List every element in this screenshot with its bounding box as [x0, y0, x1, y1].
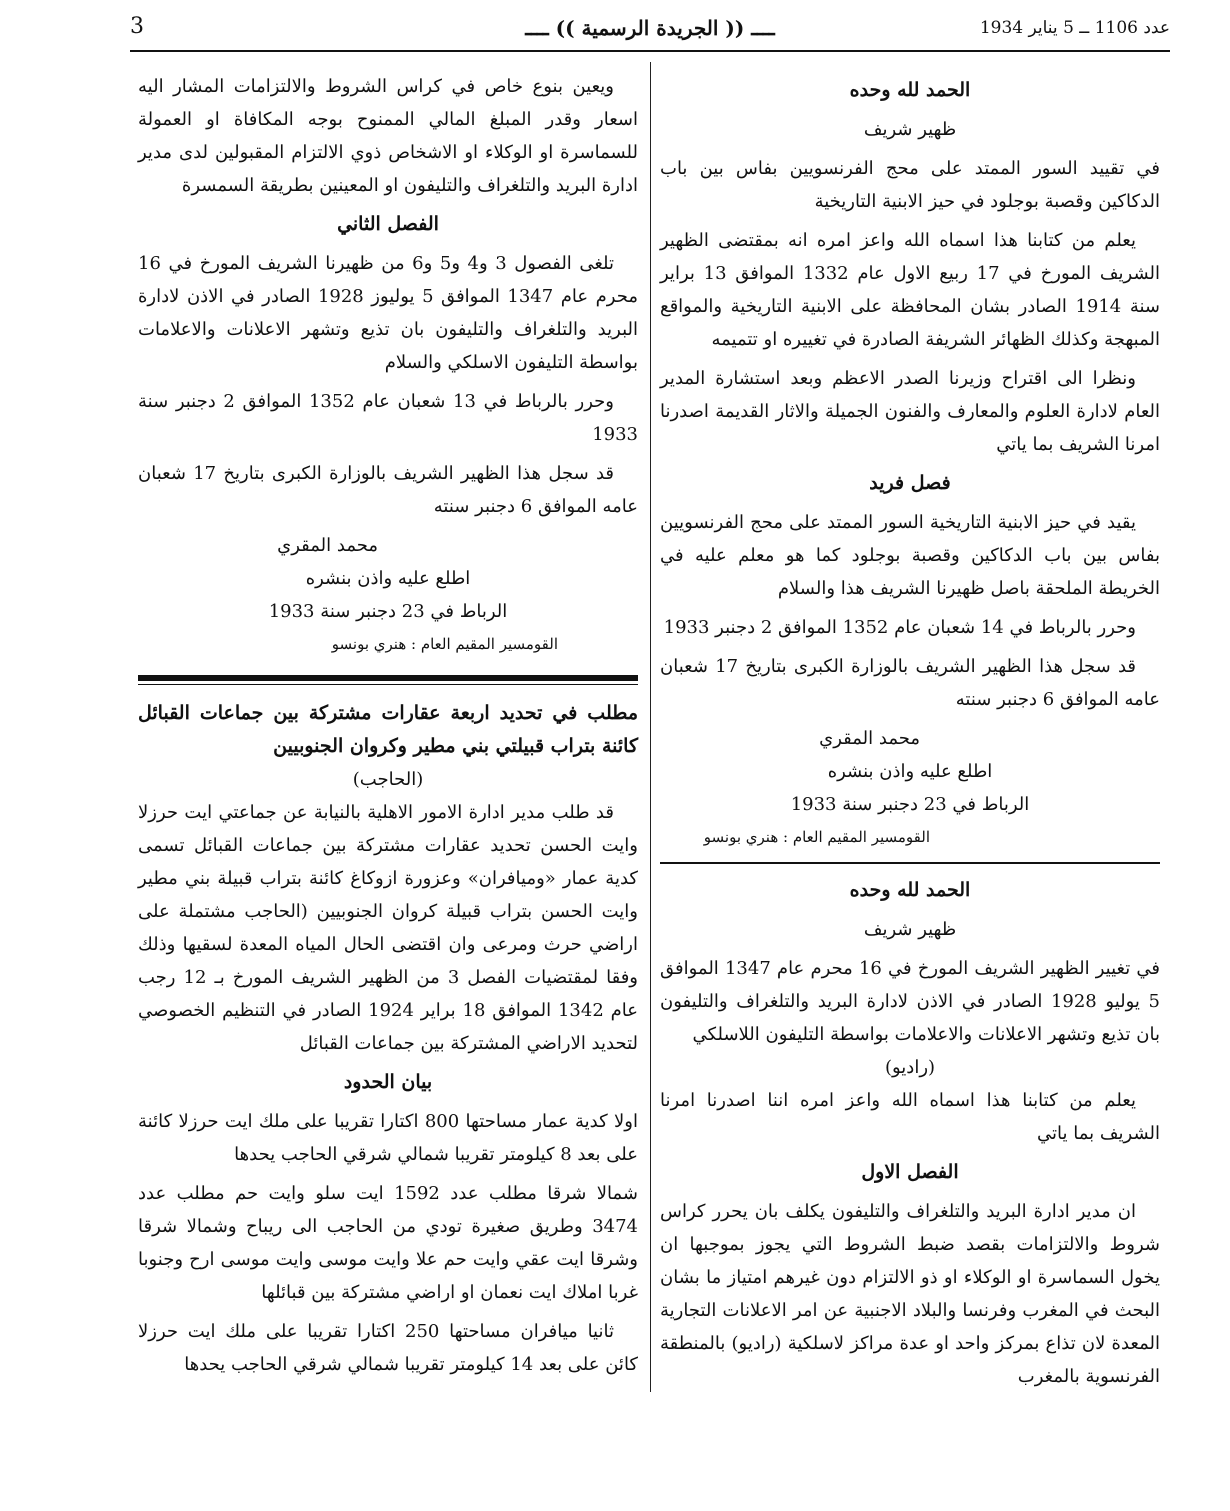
journal-title: ــــ (( الجريدة الرسمية )) ــــ: [525, 16, 775, 40]
first-property-bounds: شمالا شرقا مطلب عدد 1592 ايت سلو وايت حم مطلب عدد 3474 وطريق صغيرة تودي من الحاجب الى ريباح وشمالا شرقا وشرقا ايت عقي وايت حم علا وايت موسى وايت موسى ارح وجنوبا غربا املاك ايت نعمان او اراضي مشتركة بين قبائلها: [138, 1183, 638, 1303]
request-title: مطلب في تحديد اربعة عقارات مشتركة بين جماعات القبائل كائنة بتراب قبيلتي بني مطير وكروان الجنوبيين: [138, 702, 638, 757]
section-heading: الفصل الاول: [861, 1161, 959, 1183]
signature-row: [138, 529, 638, 562]
rabat-date: الرباط في 23 دجنبر سنة 1933: [790, 794, 1030, 815]
article-text: ان مدير ادارة البريد والتلغراف والتليفون يكلف بان يحرر كراس شروط والالتزامات بقصد ضبط الشروط التي يجوز بموجبها ان يخول السماسرة او الوكلاء او ذو الالتزام دون غيرهم امتياز ما بشان البحث في المغرب وفرنسا والبلاد الاجنبية عن امر الاعلانات التجارية المعدة لان تذاع بمركز واحد او عدة مراكز لاسلكية (راديو) بالمنطقة الفرنسوية بالمغرب: [660, 1201, 1160, 1387]
registration-note: قد سجل هذا الظهير الشريف بالوزارة الكبرى بتاريخ 17 شعبان عامه الموافق 6 دجنبر سنته: [660, 656, 1160, 710]
dahir-paragraph: يعلم من كتابنا هذا اسماه الله واعز امره انه بمقتضى الظهير الشريف المورخ في 17 ربيع الاول عام 1332 الموافق 13 براير سنة 1914 الصادر بشان المحافظة على الابنية التاريخية والمواقع المبهجة وكذلك الظهائر الشريفة الصادرة في تغييره او تتميمه: [660, 230, 1160, 350]
done-at: وحرر بالرباط في 14 شعبان عام 1352 الموافق 2 دجنبر 1933: [663, 617, 1136, 638]
praise-heading: الحمد لله وحده: [849, 879, 971, 901]
first-property: اولا كدية عمار مساحتها 800 اكتارا تقريبا على ملك ايت حرزلا كائنة على بعد 8 كيلومتر تقريبا شمالي شرقي الحاجب يحدها: [138, 1111, 638, 1165]
page-number: 3: [130, 14, 144, 39]
signature-row: [660, 722, 1160, 755]
signer-name: محمد المقري: [819, 728, 920, 749]
left-column: [138, 70, 638, 1387]
praise-heading: الحمد لله وحده: [849, 79, 971, 101]
section-rule: [660, 862, 1160, 864]
section-heading: فصل فريد: [869, 472, 951, 494]
resident-general: القومسير المقيم العام : هنري بونسو: [331, 635, 558, 653]
resident-general: القومسير المقيم العام : هنري بونسو: [703, 828, 930, 846]
article-text: تلغى الفصول 3 و4 و5 و6 من ظهيرنا الشريف المورخ في 16 محرم عام 1347 الموافق 5 يوليوز 1928 الصادر في الاذن لادارة البريد والتلغراف والتليفون بان تذيع وتشهر الاعلانات والاعلامات بواسطة التليفون الاسلكي والسلام: [138, 253, 638, 373]
dahir-wall-fes: [660, 74, 1160, 854]
land-request: [138, 697, 638, 1381]
issue-number: عدد 1106 ــ 5 يناير 1934: [979, 18, 1170, 38]
done-at: وحرر بالرباط في 13 شعبان عام 1352 الموافق 2 دجنبر سنة 1933: [138, 391, 638, 445]
right-column: [660, 70, 1160, 1399]
dahir-subject: في تغيير الظهير الشريف المورخ في 16 محرم عام 1347 الموافق 5 يوليو 1928 الصادر في الاذن لادارة البريد والتلغراف والتليفون بان تذيع وتشهر الاعلانات والاعلامات بواسطة التليفون اللاسلكي: [660, 958, 1161, 1045]
dahir-heading: ظهير شريف: [863, 919, 957, 940]
publication-approval: اطلع عليه واذن بنشره: [827, 761, 993, 782]
article-continuation: ويعين بنوع خاص في كراس الشروط والالتزامات المشار اليه اسعار وقدر المبلغ المالي الممنوح بوجه المكافاة او العمولة للسماسرة او الوكلاء او الاشخاص ذوي الالتزام المقبولين لدى مدير ادارة البريد والتلغراف والتليفون او المعينين بطريقة السمسرة: [138, 76, 638, 196]
dahir-heading: ظهير شريف: [863, 119, 957, 140]
section-heading: الفصل الثاني: [337, 213, 439, 235]
page-header: [130, 12, 1170, 46]
section-thick-rule: [138, 675, 638, 685]
rabat-date: الرباط في 23 دجنبر سنة 1933: [268, 601, 508, 622]
dahir-subject: في تقييد السور الممتد على محج الفرنسويين بفاس بين باب الدكاكين وقصبة بوجلود في حيز الابنية التاريخية: [660, 158, 1160, 212]
subject-note: (راديو): [884, 1057, 936, 1078]
signer-name: محمد المقري: [277, 535, 378, 556]
second-property: ثانيا ميافران مساحتها 250 اكتارا تقريبا على ملك ايت حرزلا كائن على بعد 14 كيلومتر تقريبا شمالي شرقي الحاجب يحدها: [138, 1321, 638, 1375]
bounds-heading: بيان الحدود: [343, 1071, 433, 1093]
article-text: يقيد في حيز الابنية التاريخية السور الممتد على محج الفرنسويين بفاس بين باب الدكاكين وقصبة بوجلود كما هو معلم عليه في الخريطة الملحقة باصل ظهيرنا الشريف هذا والسلام: [660, 512, 1160, 599]
column-divider: [650, 62, 651, 1392]
dahir-radio: [660, 874, 1160, 1393]
dahir-paragraph: يعلم من كتابنا هذا اسماه الله واعز امره اننا اصدرنا امرنا الشريف بما ياتي: [660, 1090, 1160, 1144]
request-place: (الحاجب): [352, 769, 424, 790]
request-body: قد طلب مدير ادارة الامور الاهلية بالنيابة عن جماعتي ايت حرزلا وايت الحسن تحديد عقارات مشتركة بين جماعات القبائل تسمى كدية عمار «وميافران» وعزورة ازوكاغ كائنة بتراب قبيلة بني مطير وايت الحسن بتراب قبيلة كروان الجنوبيين (الحاجب مشتملة على اراضي حرث ومرعى وان اقتضى الحال المياه المعدة لسقيها وذلك وفقا لمقتضيات الفصل 3 من الظهير الشريف المورخ بـ 12 رجب عام 1342 الموافق 18 براير 1924 الصادر في التنظيم الخصوصي لتحديد الاراضي المشتركة بين جماعات القبائل: [138, 802, 639, 1054]
publication-approval: اطلع عليه واذن بنشره: [305, 568, 471, 589]
registration-note: قد سجل هذا الظهير الشريف بالوزارة الكبرى بتاريخ 17 شعبان عامه الموافق 6 دجنبر سنته: [138, 463, 638, 517]
dahir-paragraph: ونظرا الى اقتراح وزيرنا الصدر الاعظم وبعد استشارة المدير العام لادارة العلوم والمعارف والفنون الجميلة والاثار القديمة اصدرنا امرنا الشريف بما ياتي: [660, 368, 1160, 455]
header-rule: [130, 50, 1170, 52]
